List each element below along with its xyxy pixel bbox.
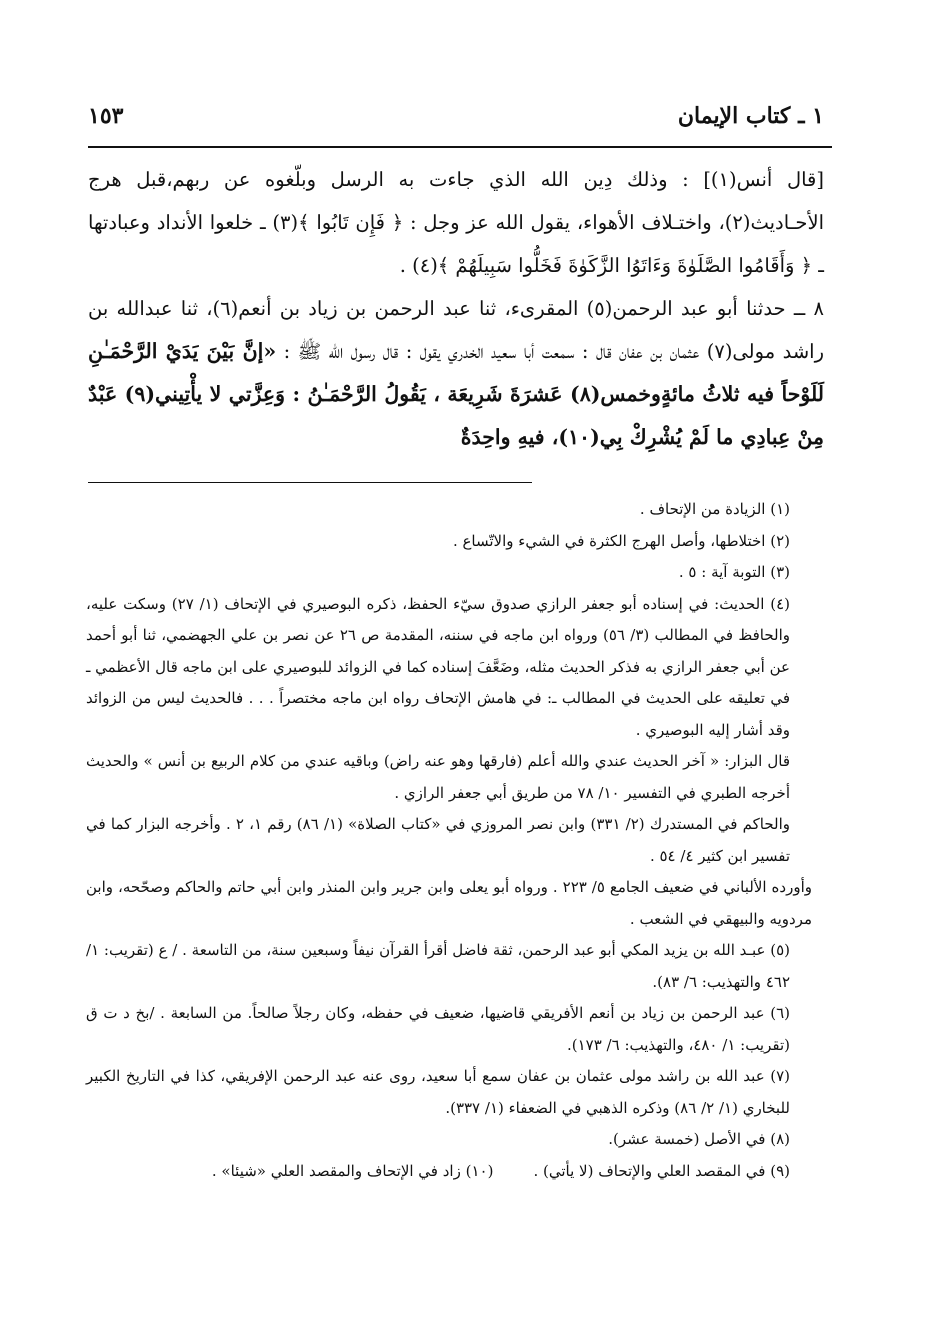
footnote-7: (٧) عبد الله بن راشد مولى عثمان بن عفان سمع أبا سعيد، روى عنه عبد الرحمن الإفريقي، كذا في التاريخ الكبير للبخاري (١/ ٢/ ٨٦) وذكره الذهبي في الضعفاء (١/ ٣٣٧).	[86, 1067, 790, 1117]
footnote-4: (٤) الحديث: في إسناده أبو جعفر الرازي صدوق سيّء الحفظ، ذكره البوصيري في الإتحاف (١/ ٢٧) وسكت عليه، والحافظ في المطالب (٣/ ٥٦) ورواه ابن ماجه في سننه، المقدمة ص ٢٦ عن نصر بن علي الجهضمي، ثنا أبو أحمد عن أبي جعفر الرازي به فذكر الحديث مثله، وضَعَّفَ إسناده كما في الزوائد للبوصيري على ابن ماجه قال الأعظمي ـ في تعليقه على الحديث في المطالب ـ: في هامش الإتحاف رواه ابن ماجه مختصراً . . . فالحديث ليس من الزوائد وقد أشار إليه البوصيري .	[86, 594, 790, 739]
paragraph-hadith-8	[88, 287, 824, 459]
footnote-1: (١) الزيادة من الإتحاف .	[639, 500, 790, 518]
footnote-4-albani: وأورده الألباني في ضعيف الجامع ٥/ ٢٢٣ . ورواه أبو يعلى وابن جرير وابن المنذر وابن أبي حاتم والحاكم وصحّحه، وابن مردويه والبيهقي في الشعب .	[86, 878, 812, 928]
footnote-9: (٩) في المقصد العلي والإتحاف (لا يأتي) .	[533, 1161, 790, 1180]
hadith-isnad: ٨ ــ حدثنا أبو عبد الرحمن(٥) المقرىء، ثنا عبد الرحمن بن زياد بن أنعم(٦)، ثنا عبدالله بن راشد مولى(٧) عثمان بن عفان قال : سمعت أبا سعيد الخدري يقول : قال رسول الله ﷺ :	[88, 297, 824, 363]
footnote-6: (٦) عبد الرحمن بن زياد بن أنعم الأفريقي قاضيها، ضعيف في حفظه، وكان رجلاً صالحاً. من السابعة . /بخ د ت ق (تقريب: ١/ ٤٨٠، والتهذيب: ٦/ ١٧٣).	[86, 1004, 790, 1054]
footnote-4-hakim: والحاكم في المستدرك (٢/ ٣٣١) وابن نصر المروزي في «كتاب الصلاة» (١/ ٨٦) رقم ١، ٢ . وأخرجه البزار كما في تفسير ابن كثير ٤/ ٥٤ .	[86, 815, 790, 865]
paragraph-anas: [قال أنس(١)] : وذلك دِين الله الذي جاءت به الرسل وبلّغوه عن ربهم،قبل هرج الأحـاديث(٢)، واختـلاف الأهواء، يقول الله عز وجل : ﴿ فَإِن تَابُوا ﴾(٣) ـ خلعوا الأنداد وعبادتها ـ ﴿ وَأَقَامُوا الصَّلَوٰةَ وَءَاتَوُا الزَّكَوٰةَ فَخَلُّوا سَبِيلَهُمْ ﴾(٤) .	[88, 168, 824, 277]
footnote-9-10	[86, 1156, 812, 1188]
hadith-matn: «إنَّ بَيْنَ يَدَيْ الرَّحْمَـٰنِ لَلَوْحاً فيه ثلاثُ مائةٍوخمس(٨) عَشرَةَ شَرِيعَة ، يَقُولُ الرَّحْمَـٰنُ : وَعِزَّتي لا يأْتِيني(٩) عَبْدٌ مِنْ عِبادِي ما لَمْ يُشْرِكْ بِي(١٠)، فيهِ واحِدَةٌ	[88, 339, 825, 449]
chapter-title: ١ ـ كتاب الإيمان	[677, 103, 824, 129]
main-text	[88, 158, 824, 459]
footnote-rule	[88, 482, 532, 483]
footnote-2: (٢) اختلاطها، وأصل الهرج الكثرة في الشيء والاتّساع .	[452, 531, 790, 550]
running-head	[88, 96, 824, 136]
footnote-8: (٨) في الأصل (خمسة عشر).	[608, 1130, 790, 1148]
footnote-5: (٥) عبـد الله بن يزيد المكي أبو عبد الرحمن، ثقة فاضل أقرأ القرآن نيفاً وسبعين سنة، من التاسعة . / ع (تقريب: ١/ ٤٦٢ والتهذيب: ٦/ ٨٣).	[86, 941, 790, 991]
footnote-3: (٣) التوبة آية : ٥ .	[678, 563, 790, 581]
header-rule	[88, 146, 832, 148]
footnote-10: (١٠) زاد في الإتحاف والمقصد العلي «شيئا» .	[211, 1161, 494, 1180]
footnote-4-bazzar: قال البزار: « آخر الحديث عندي والله أعلم (فارقها وهو عنه راض) وباقيه عندي من كلام الربيع بن أنس » والحديث أخرجه الطبري في التفسير ١٠/ ٧٨ من طريق أبي جعفر الرازي .	[86, 752, 790, 802]
page-number: ١٥٣	[88, 103, 124, 129]
footnotes	[86, 494, 812, 1187]
